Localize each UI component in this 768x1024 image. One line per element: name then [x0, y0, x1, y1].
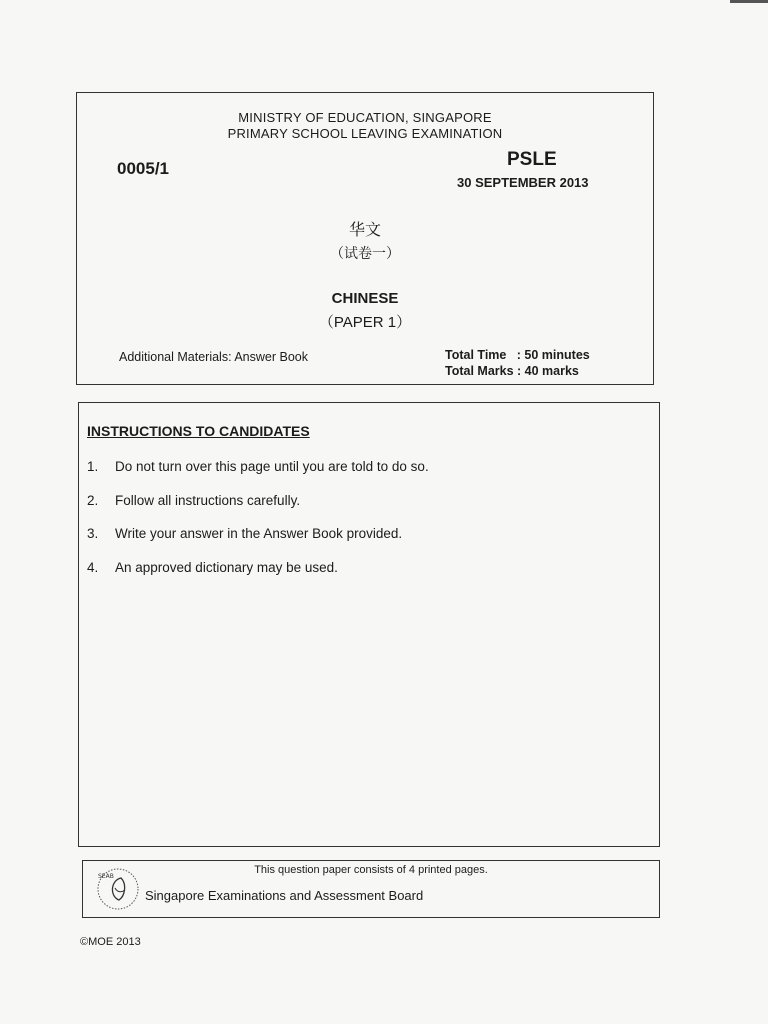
total-time-value: : 50 minutes: [516, 348, 590, 362]
exam-full-name: PRIMARY SCHOOL LEAVING EXAMINATION: [227, 126, 503, 141]
instruction-item: [87, 459, 429, 474]
header-box: [76, 92, 654, 385]
instruction-item: [87, 526, 402, 541]
footer-box: [82, 860, 660, 918]
total-time-label: Total Time: [445, 348, 507, 362]
paper-chinese: （试卷一）: [330, 246, 400, 262]
paper-english: （PAPER 1）: [318, 314, 412, 331]
instructions-heading: INSTRUCTIONS TO CANDIDATES: [87, 423, 310, 439]
instruction-number: 2.: [87, 493, 99, 508]
instruction-text: Write your answer in the Answer Book provided.: [115, 526, 403, 541]
exam-short-name: PSLE: [507, 149, 557, 170]
instruction-item: [87, 560, 338, 575]
subject-english: CHINESE: [331, 290, 399, 307]
instruction-text: An approved dictionary may be used.: [115, 560, 338, 575]
instructions-box: [78, 402, 660, 847]
instruction-item: [87, 493, 300, 508]
board-name: Singapore Examinations and Assessment Board: [145, 888, 424, 903]
page-edge-mark: [730, 0, 768, 3]
additional-materials: Additional Materials: Answer Book: [119, 350, 308, 364]
total-marks-value: : 40 marks: [517, 364, 579, 378]
instruction-number: 3.: [87, 526, 99, 541]
instruction-text: Do not turn over this page until you are told to do so.: [115, 459, 429, 474]
instruction-text: Follow all instructions carefully.: [115, 493, 301, 508]
paper-code: 0005/1: [117, 159, 169, 178]
exam-date: 30 SEPTEMBER 2013: [457, 175, 589, 190]
total-time-row: [445, 348, 590, 362]
subject-chinese: 华文: [348, 220, 381, 239]
page-count: This question paper consists of 4 printed pages.: [254, 864, 488, 876]
instruction-number: 1.: [87, 459, 99, 474]
instruction-number: 4.: [87, 560, 99, 575]
seab-logo-text: SEAB: [98, 873, 114, 880]
total-marks-row: [445, 364, 579, 378]
total-marks-label: Total Marks: [445, 364, 514, 378]
copyright: ©MOE 2013: [80, 936, 141, 948]
ministry-name: MINISTRY OF EDUCATION, SINGAPORE: [238, 110, 492, 125]
